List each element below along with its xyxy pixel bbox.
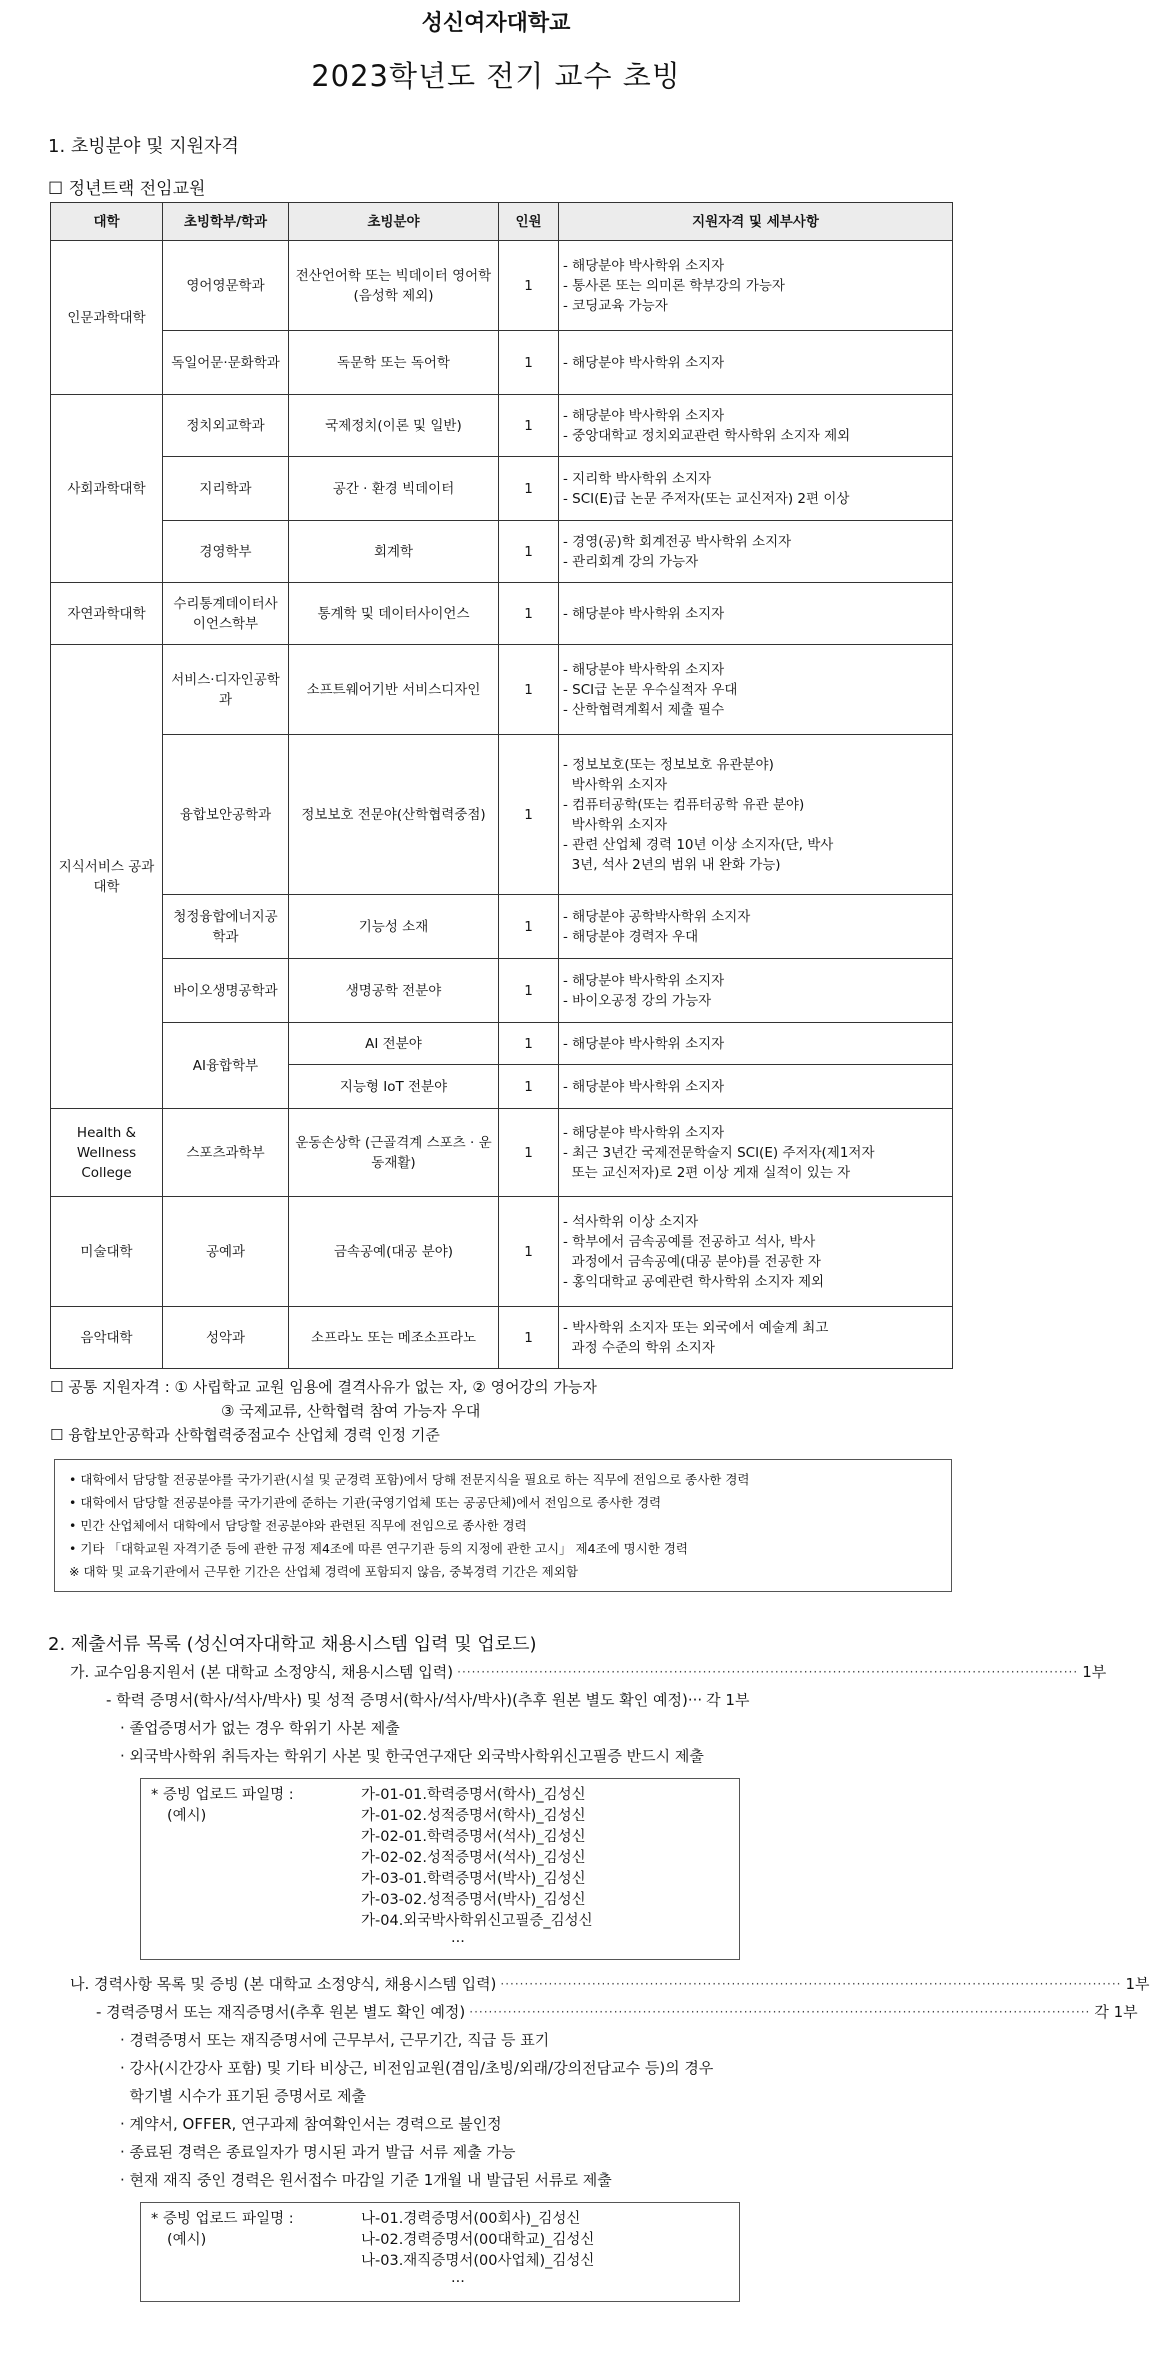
upload-file-name: 가-03-01.학력증명서(박사)_김성신 [361, 1871, 586, 1887]
qual-line: - 해당분야 경력자 우대 [563, 928, 699, 945]
upload-file-ellipsis: ··· [451, 1934, 465, 1950]
table-row [51, 241, 953, 331]
doc-item-ga [70, 1658, 1107, 1686]
dept-cell: 공예과 [163, 1197, 289, 1307]
college-cell: 미술대학 [51, 1197, 163, 1307]
industry-item: • 대학에서 담당할 전공분야를 국가기관에 준하는 기관(국영기업체 또는 공공단체)에서 전임으로 종사한 경력 [69, 1495, 662, 1510]
doc-note: · 계약서, OFFER, 연구과제 참여확인서는 경력으로 불인정 [120, 2115, 502, 2133]
count-cell: 1 [499, 331, 559, 395]
quals-cell [559, 521, 953, 583]
qual-line: - 해당분야 박사학위 소지자 [563, 257, 725, 274]
upload-file-list [361, 2209, 594, 2295]
doc-note: 학기별 시수가 표기된 증명서로 제출 [120, 2087, 366, 2105]
dept-cell: 성악과 [163, 1307, 289, 1369]
table-row [51, 583, 953, 645]
header-dept: 초빙학부/학과 [163, 203, 289, 241]
industry-item: • 대학에서 담당할 전공분야를 국가기관(시설 및 군경력 포함)에서 당해 전문지식을 필요로 하는 직무에 전임으로 종사한 경력 [69, 1472, 750, 1487]
doc-note: · 종료된 경력은 종료일자가 명시된 과거 발급 서류 제출 가능 [120, 2143, 516, 2161]
field-cell: 소프라노 또는 메조소프라노 [289, 1307, 499, 1369]
dept-cell: 경영학부 [163, 521, 289, 583]
doc-item-na-text: 나. 경력사항 목록 및 증빙 (본 대학교 소정양식, 채용시스템 입력) [70, 1975, 497, 1993]
dept-cell: 지리학과 [163, 457, 289, 521]
count-cell: 1 [499, 1065, 559, 1109]
college-cell: 인문과학대학 [51, 241, 163, 395]
quals-cell [559, 645, 953, 735]
common-quals-line-2: ③ 국제교류, 산학협력 참여 가능자 우대 [221, 1402, 481, 1420]
count-cell: 1 [499, 735, 559, 895]
table-row [51, 1307, 953, 1369]
upload-example-box-ga [140, 1778, 740, 1960]
doc-item-na-sub-count: 각 1부 [1094, 2003, 1138, 2021]
doc-item-ga-count: 1부 [1082, 1663, 1107, 1681]
count-cell: 1 [499, 959, 559, 1023]
doc-item-na [70, 1970, 1150, 1998]
quals-cell [559, 735, 953, 895]
upload-file-name: 가-01-02.성적증명서(학사)_김성신 [361, 1808, 586, 1824]
industry-item: • 민간 산업체에서 대학에서 담당할 전공분야와 관련된 직무에 전임으로 종사한 경력 [69, 1518, 527, 1533]
qual-line: - 해당분야 공학박사학위 소지자 [563, 908, 751, 925]
dept-cell: 청정융합에너지공학과 [163, 895, 289, 959]
count-cell: 1 [499, 241, 559, 331]
dept-cell: 스포츠과학부 [163, 1109, 289, 1197]
table-row [51, 457, 953, 521]
college-cell: 자연과학대학 [51, 583, 163, 645]
qual-line: - 해당분야 박사학위 소지자 [563, 661, 725, 678]
qual-line: - 코딩교육 가능자 [563, 297, 668, 314]
upload-file-name: 가-02-01.학력증명서(석사)_김성신 [361, 1829, 586, 1845]
doc-note: · 졸업증명서가 없는 경우 학위기 사본 제출 [120, 1719, 400, 1737]
upload-label-example: (예시) [167, 1808, 207, 1824]
field-cell: AI 전분야 [289, 1023, 499, 1065]
qual-line: - 통사론 또는 의미론 학부강의 가능자 [563, 277, 785, 294]
upload-file-name: 가-03-02.성적증명서(박사)_김성신 [361, 1892, 586, 1908]
qual-line: - 산학협력계획서 제출 필수 [563, 701, 725, 718]
doc-note: · 강사(시간강사 포함) 및 기타 비상근, 비전임교원(겸임/초빙/외래/강의전담교수 등)의 경우 [120, 2059, 714, 2077]
field-cell: 통계학 및 데이터사이언스 [289, 583, 499, 645]
qual-line: - 학부에서 금속공예를 전공하고 석사, 박사 [563, 1233, 816, 1250]
field-cell: 전산언어학 또는 빅데이터 영어학(음성학 제외) [289, 241, 499, 331]
table-row [51, 645, 953, 735]
quals-cell [559, 959, 953, 1023]
upload-label-title: * 증빙 업로드 파일명 : [151, 2211, 294, 2227]
dept-cell: 수리통계데이터사이언스학부 [163, 583, 289, 645]
upload-file-ellipsis: ··· [451, 2274, 465, 2290]
dept-cell: 독일어문·문화학과 [163, 331, 289, 395]
quals-cell [559, 331, 953, 395]
leader-dots: ································································································································· [469, 2005, 1091, 2019]
count-cell: 1 [499, 395, 559, 457]
table-row [51, 1197, 953, 1307]
qual-line: - 최근 3년간 국제전문학술지 SCI(E) 주저자(제1저자 [563, 1144, 875, 1161]
college-cell: 사회과학대학 [51, 395, 163, 583]
qual-line: - 중앙대학교 정치외교관련 학사학위 소지자 제외 [563, 427, 851, 444]
table-row [51, 735, 953, 895]
university-name: 성신여자대학교 [421, 11, 571, 36]
qual-line: - 해당분야 박사학위 소지자 [563, 605, 725, 622]
table-header-row [51, 203, 953, 241]
upload-file-name: 나-03.재직증명서(00사업체)_김성신 [361, 2253, 595, 2269]
qual-line: - 관리회계 강의 가능자 [563, 553, 699, 570]
field-cell: 금속공예(대공 분야) [289, 1197, 499, 1307]
qual-line: - 경영(공)학 회계전공 박사학위 소지자 [563, 533, 792, 550]
tenure-track-heading: ☐ 정년트랙 전임교원 [48, 179, 206, 199]
quals-cell [559, 1307, 953, 1369]
upload-file-name: 가-01-01.학력증명서(학사)_김성신 [361, 1787, 586, 1803]
common-qualifications [50, 1375, 952, 1447]
doc-item-ga-sub-count: 각 1부 [706, 1691, 750, 1709]
dept-cell: AI융합학부 [163, 1023, 289, 1109]
qual-line: - 지리학 박사학위 소지자 [563, 470, 712, 487]
qual-line: 과정에서 금속공예(대공 분야)를 전공한 자 [563, 1253, 821, 1270]
count-cell: 1 [499, 645, 559, 735]
doc-item-ga-sub [106, 1686, 932, 1714]
qual-line: - 바이오공정 강의 가능자 [563, 992, 712, 1009]
table-row [51, 1023, 953, 1065]
table-row [51, 521, 953, 583]
qual-line: - 홍익대학교 공예관련 학사학위 소지자 제외 [563, 1273, 825, 1290]
dept-cell: 영어영문학과 [163, 241, 289, 331]
header-field: 초빙분야 [289, 203, 499, 241]
upload-label-example: (예시) [167, 2232, 207, 2248]
doc-note: · 현재 재직 중인 경력은 원서접수 마감일 기준 1개월 내 발급된 서류로 제출 [120, 2171, 612, 2189]
header-quals: 지원자격 및 세부사항 [559, 203, 953, 241]
qual-line: 또는 교신저자)로 2편 이상 게재 실적이 있는 자 [563, 1164, 851, 1181]
field-cell: 기능성 소재 [289, 895, 499, 959]
dept-cell: 정치외교학과 [163, 395, 289, 457]
field-cell: 국제정치(이론 및 일반) [289, 395, 499, 457]
dept-cell: 바이오생명공학과 [163, 959, 289, 1023]
leader-dots: ································································································································· [457, 1665, 1079, 1679]
dept-cell: 서비스·디자인공학과 [163, 645, 289, 735]
quals-cell [559, 1197, 953, 1307]
field-cell: 소프트웨어기반 서비스디자인 [289, 645, 499, 735]
table-row [51, 1109, 953, 1197]
leader-dots: ································································································································· [500, 1977, 1122, 1991]
section-1-heading: 1. 초빙분야 및 지원자격 [48, 136, 239, 157]
dept-cell: 융합보안공학과 [163, 735, 289, 895]
quals-cell [559, 1109, 953, 1197]
upload-file-list [361, 1785, 593, 1953]
industry-experience-box [54, 1459, 952, 1592]
doc-item-na-sub [96, 1998, 1138, 2026]
count-cell: 1 [499, 457, 559, 521]
qual-line: - 정보보호(또는 정보보호 유관분야) [563, 756, 774, 773]
doc-item-ga-text: 가. 교수임용지원서 (본 대학교 소정양식, 채용시스템 입력) [70, 1663, 454, 1681]
doc-item-ga-sub-text: - 학력 증명서(학사/석사/박사) 및 성적 증명서(학사/석사/박사)(추후 원본 별도 확인 예정)··· [106, 1691, 703, 1709]
count-cell: 1 [499, 583, 559, 645]
industry-item: • 기타 「대학교원 자격기준 등에 관한 규정 제4조에 따른 연구기관 등의 지정에 관한 고시」 제4조에 명시한 경력 [69, 1541, 689, 1556]
count-cell: 1 [499, 1307, 559, 1369]
common-quals-line-1: ☐ 공통 지원자격 : ① 사립학교 교원 임용에 결격사유가 없는 자, ② 영어강의 가능자 [50, 1378, 597, 1396]
qual-line: - 해당분야 박사학위 소지자 [563, 407, 725, 424]
upload-file-name: 가-04.외국박사학위신고필증_김성신 [361, 1913, 593, 1929]
industry-note: ※ 대학 및 교육기관에서 근무한 기간은 산업체 경력에 포함되지 않음, 중복경력 기간은 제외함 [69, 1564, 578, 1579]
recruitment-table [50, 202, 953, 1369]
field-cell: 지능형 IoT 전분야 [289, 1065, 499, 1109]
header-college: 대학 [51, 203, 163, 241]
doc-item-na-count: 1부 [1125, 1975, 1150, 1993]
qual-line: - SCI(E)급 논문 주저자(또는 교신저자) 2편 이상 [563, 490, 850, 507]
qual-line: 박사학위 소지자 [563, 776, 668, 793]
count-cell: 1 [499, 1109, 559, 1197]
table-row [51, 959, 953, 1023]
qual-line: - 해당분야 박사학위 소지자 [563, 972, 725, 989]
qual-line: - 석사학위 이상 소지자 [563, 1213, 699, 1230]
qual-line: 과정 수준의 학위 소지자 [563, 1339, 715, 1356]
upload-label [151, 1785, 361, 1953]
qual-line: - 해당분야 박사학위 소지자 [563, 1078, 725, 1095]
quals-cell [559, 395, 953, 457]
industry-criteria-heading: ☐ 융합보안공학과 산학협력중점교수 산업체 경력 인정 기준 [50, 1426, 440, 1444]
upload-file-name: 나-01.경력증명서(00회사)_김성신 [361, 2211, 581, 2227]
doc-item-na-sub-text: - 경력증명서 또는 재직증명서(추후 원본 별도 확인 예정) [96, 2003, 466, 2021]
table-row [51, 331, 953, 395]
upload-label [151, 2209, 361, 2295]
count-cell: 1 [499, 521, 559, 583]
qual-line: - 컴퓨터공학(또는 컴퓨터공학 유관 분야) [563, 796, 805, 813]
field-cell: 정보보호 전문야(산학협력중점) [289, 735, 499, 895]
qual-line: - 해당분야 박사학위 소지자 [563, 1124, 725, 1141]
quals-cell [559, 241, 953, 331]
count-cell: 1 [499, 895, 559, 959]
table-row [51, 895, 953, 959]
qual-line: - SCI급 논문 우수실적자 우대 [563, 681, 738, 698]
qual-line: - 해당분야 박사학위 소지자 [563, 354, 725, 371]
qual-line: - 박사학위 소지자 또는 외국에서 예술계 최고 [563, 1319, 829, 1336]
college-cell: 지식서비스 공과대학 [51, 645, 163, 1109]
field-cell: 운동손상학 (근골격계 스포츠 · 운동재활) [289, 1109, 499, 1197]
college-cell: Health & Wellness College [51, 1109, 163, 1197]
doc-note: · 외국박사학위 취득자는 학위기 사본 및 한국연구재단 외국박사학위신고필증 반드시 제출 [120, 1747, 704, 1765]
upload-file-name: 가-02-02.성적증명서(석사)_김성신 [361, 1850, 586, 1866]
quals-cell [559, 583, 953, 645]
count-cell: 1 [499, 1197, 559, 1307]
quals-cell [559, 457, 953, 521]
qual-line: 박사학위 소지자 [563, 816, 668, 833]
table-row [51, 395, 953, 457]
upload-file-name: 나-02.경력증명서(00대학교)_김성신 [361, 2232, 595, 2248]
section-2-heading: 2. 제출서류 목록 (성신여자대학교 채용시스템 입력 및 업로드) [48, 1634, 537, 1655]
upload-label-title: * 증빙 업로드 파일명 : [151, 1787, 294, 1803]
quals-cell [559, 1065, 953, 1109]
quals-cell [559, 1023, 953, 1065]
quals-cell [559, 895, 953, 959]
upload-example-box-na [140, 2202, 740, 2302]
field-cell: 독문학 또는 독어학 [289, 331, 499, 395]
college-cell: 음악대학 [51, 1307, 163, 1369]
page-title: 2023학년도 전기 교수 초빙 [311, 59, 681, 93]
field-cell: 공간 · 환경 빅데이터 [289, 457, 499, 521]
doc-note: · 경력증명서 또는 재직증명서에 근무부서, 근무기간, 직급 등 표기 [120, 2031, 550, 2049]
field-cell: 회계학 [289, 521, 499, 583]
qual-line: - 관련 산업체 경력 10년 이상 소지자(단, 박사 [563, 836, 834, 853]
count-cell: 1 [499, 1023, 559, 1065]
field-cell: 생명공학 전분야 [289, 959, 499, 1023]
qual-line: 3년, 석사 2년의 범위 내 완화 가능) [563, 856, 781, 873]
header-count: 인원 [499, 203, 559, 241]
qual-line: - 해당분야 박사학위 소지자 [563, 1035, 725, 1052]
